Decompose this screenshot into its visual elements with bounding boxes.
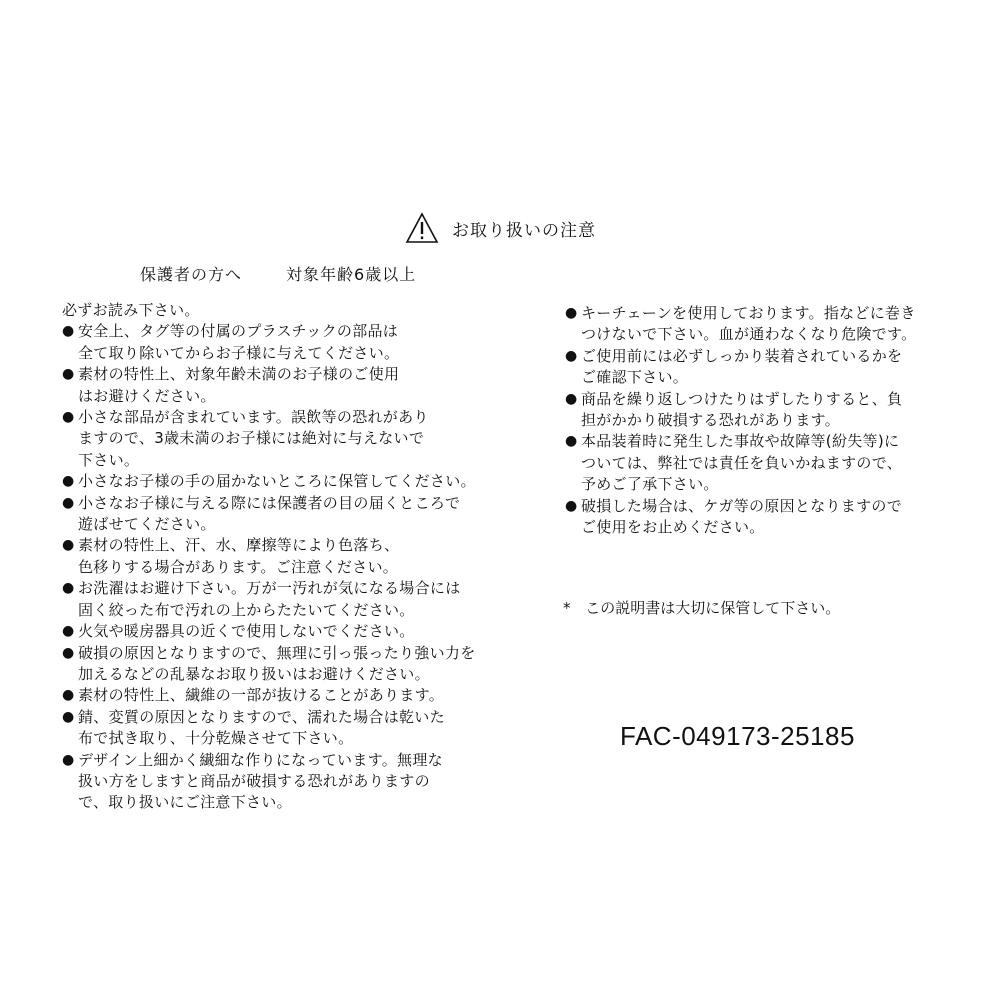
list-item-text (581, 346, 902, 389)
list-item-line: 予めご了承下さい。 (581, 475, 719, 494)
list-item-line: 小さなお子様の手の届かないところに保管してください。 (78, 472, 476, 491)
list-item-line: 担がかかり破損する恐れがあります。 (581, 411, 840, 430)
list-item-line: 火気や暖房器具の近くで使用しないでください。 (78, 622, 415, 641)
list-item-text (78, 643, 476, 686)
list-item-text (581, 431, 902, 495)
list-item-line: ますので、3歳未満のお子様には絶対に与えないで (78, 429, 425, 448)
list-item-line: 遊ばせてください。 (78, 515, 216, 534)
list-item-line: お洗濯はお避け下さい。万が一汚れが気になる場合には (78, 579, 461, 598)
list-item (62, 535, 482, 578)
list-item-line: 扱い方をしますと商品が破損する恐れがありますの (78, 771, 430, 790)
bullet-icon: ● (62, 623, 75, 640)
list-item (62, 321, 482, 364)
list-item-line: 布で拭き取り、十分乾燥させて下さい。 (78, 729, 354, 748)
list-item-line: キーチェーンを使用しております。指などに巻き (581, 304, 916, 322)
bullet-icon: ● (62, 409, 75, 426)
list-item-line: ついては、弊社では責任を負いかねますので、 (581, 453, 903, 472)
list-item-text (78, 407, 429, 471)
warning-triangle-icon (404, 211, 440, 245)
right-column (565, 303, 945, 538)
bullet-icon: ● (565, 305, 578, 321)
list-item-text (78, 578, 461, 621)
list-item-line: 安全上、タグ等の付属のプラスチックの部品は (78, 322, 399, 341)
list-item (62, 643, 482, 686)
list-item (62, 578, 482, 621)
bullet-icon: ● (62, 644, 75, 661)
bullet-icon: ● (62, 537, 75, 554)
list-item-line: 加えるなどの乱暴なお取り扱いはお避けください。 (78, 664, 430, 683)
list-item-line: 破損の原因となりますので、無理に引っ張ったり強い力を (78, 643, 476, 662)
page-title: お取り扱いの注意 (452, 220, 596, 241)
bullet-icon: ● (565, 497, 578, 514)
list-item-line: はお避けください。 (78, 386, 216, 405)
list-item-line: つけないで下さい。血が通わなくなり危険です。 (581, 325, 917, 344)
title-row (0, 208, 1000, 248)
list-item-line: 固く絞った布で汚れの上からたたいてください。 (78, 600, 415, 619)
left-caution-list (62, 321, 482, 813)
right-caution-list (565, 303, 945, 538)
list-item (62, 407, 482, 471)
list-item-line: 錆、変質の原因となりますので、濡れた場合は乾いた (78, 707, 445, 726)
storage-note (563, 597, 840, 618)
list-item (62, 364, 482, 407)
bullet-icon: ● (62, 751, 75, 768)
list-item-line: 素材の特性上、繊維の一部が抜けることがあります。 (78, 686, 445, 705)
list-item-line: 小さな部品が含まれています。誤飲等の恐れがあり (78, 408, 429, 427)
intro-text: 必ずお読み下さい。 (62, 301, 200, 319)
list-item (62, 471, 482, 492)
target-age-label: 対象年齢6歳以上 (286, 264, 417, 284)
bullet-icon: ● (62, 708, 75, 725)
product-code: FAC-049173-25185 (620, 721, 855, 751)
list-item-text (78, 621, 415, 642)
list-item-line: 素材の特性上、汗、水、摩擦等により色落ち、 (78, 536, 400, 555)
bullet-icon: ● (565, 390, 578, 407)
list-item-line: 本品装着時に発生した事故や故障等(紛失等)に (581, 432, 900, 451)
list-item-line: 素材の特性上、対象年齢未満のお子様のご使用 (78, 365, 400, 384)
asterisk-mark: * (563, 599, 571, 617)
list-item-text (78, 471, 476, 492)
list-item-line: 商品を繰り返しつけたりはずしたりすると、負 (581, 389, 903, 408)
list-item (62, 750, 482, 814)
left-column (62, 300, 482, 814)
list-item-text (78, 321, 399, 364)
bullet-icon: ● (565, 433, 578, 450)
list-item-text (78, 750, 443, 814)
storage-note-text: この説明書は大切に保管して下さい。 (585, 599, 841, 617)
list-item (565, 389, 945, 432)
list-item (565, 431, 945, 495)
list-item-line: 小さなお子様に与える際には保護者の目の届くところで (78, 493, 461, 512)
list-item-line: 破損した場合は、ケガ等の原因となりますので (581, 496, 903, 515)
list-item-text (581, 389, 902, 432)
list-item-text (78, 364, 399, 407)
subtitle-row (140, 258, 416, 288)
list-item (565, 496, 945, 539)
audience-label: 保護者の方へ (140, 264, 243, 284)
list-item-line: 下さい。 (78, 450, 140, 469)
bullet-icon: ● (565, 347, 578, 364)
list-item-text (78, 493, 460, 536)
list-item (565, 346, 945, 389)
list-item-text (78, 707, 445, 750)
list-item (62, 493, 482, 536)
list-item (62, 707, 482, 750)
list-item-line: ご使用前には必ずしっかり装着されているかを (581, 346, 903, 365)
list-item-text (78, 535, 399, 578)
list-item-line: デザイン上細かく繊細な作りになっています。無理な (78, 750, 443, 769)
bullet-icon: ● (62, 473, 75, 490)
list-item-line: ご使用をお止めください。 (581, 518, 765, 537)
list-item-text (581, 496, 902, 539)
list-item-line: で、取り扱いにご注意下さい。 (78, 793, 292, 812)
list-item-text (78, 685, 444, 706)
bullet-icon: ● (62, 580, 75, 597)
list-item (62, 685, 482, 706)
list-item-line: ご確認下さい。 (581, 368, 689, 387)
bullet-icon: ● (62, 687, 75, 704)
bullet-icon: ● (62, 494, 75, 511)
bullet-icon: ● (62, 323, 75, 340)
list-item-text (581, 303, 916, 346)
list-item (565, 303, 945, 346)
list-item (62, 621, 482, 642)
list-item-line: 色移りする場合があります。ご注意ください。 (78, 557, 399, 576)
list-item-line: 全て取り除いてからお子様に与えてください。 (78, 343, 400, 362)
bullet-icon: ● (62, 366, 75, 383)
